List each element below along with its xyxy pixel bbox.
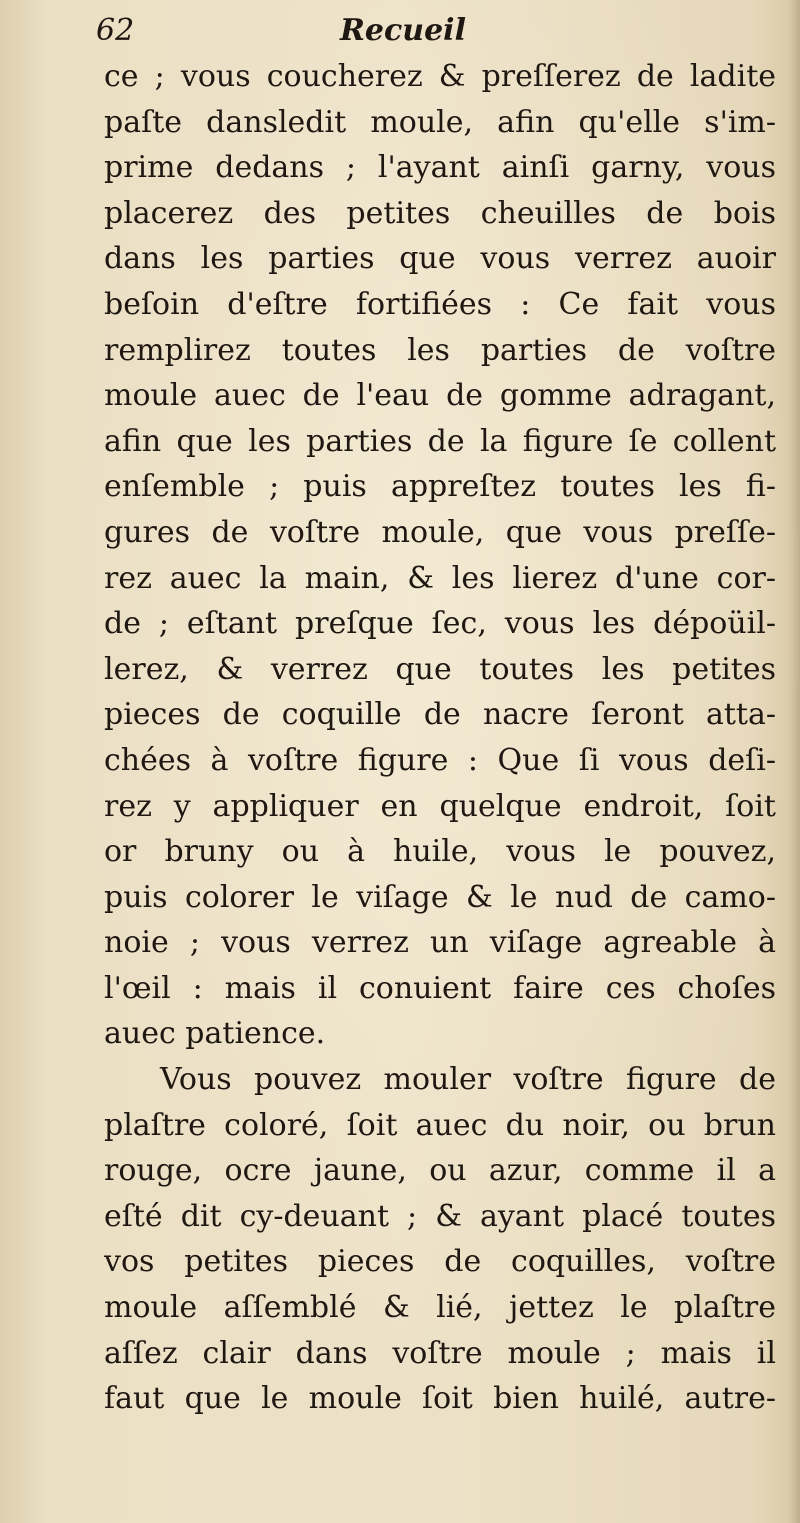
text-line: rouge, ocre jaune, ou azur, comme il a: [104, 1153, 776, 1189]
text-line: rez y appliquer en quelque endroit, ſoit: [104, 788, 776, 824]
body-text: [104, 54, 776, 1422]
text-line: afin que les parties de la figure ſe collent: [104, 423, 776, 459]
text-line: lerez, & verrez que toutes les petites: [104, 651, 776, 687]
text-line: de ; eſtant preſque ſec, vous les dépoüil-: [104, 606, 776, 642]
text-line: noie ; vous verrez un viſage agreable à: [104, 925, 776, 961]
page-number: 62: [96, 13, 135, 48]
page-header: [96, 10, 496, 52]
page-edge-shadow: [788, 0, 800, 1523]
text-line: puis colorer le viſage & le nud de camo-: [104, 879, 776, 915]
text-line: chées à voſtre figure : Que ſi vous deſi-: [104, 742, 776, 778]
text-line: prime dedans ; l'ayant ainſi garny, vous: [104, 150, 776, 186]
text-line: rez auec la main, & les lierez d'une cor-: [104, 560, 776, 596]
text-line: l'œil : mais il conuient faire ces choſes: [104, 970, 776, 1006]
text-line: faut que le moule ſoit bien huilé, autre-: [104, 1381, 776, 1417]
text-line: gures de voſtre moule, que vous preſſe-: [104, 514, 776, 550]
text-line: aſſez clair dans voſtre moule ; mais il: [104, 1335, 776, 1371]
text-line: dans les parties que vous verrez auoir: [104, 241, 776, 277]
paragraph-first-line: Vous pouvez mouler voſtre figure de: [160, 1062, 776, 1098]
text-line: ce ; vous coucherez & preſſerez de ladite: [104, 59, 776, 94]
text-line: enſemble ; puis appreſtez toutes les fi-: [104, 469, 776, 505]
text-line: or bruny ou à huile, vous le pouvez,: [104, 834, 776, 870]
text-line: eſté dit cy-deuant ; & ayant placé toutes: [104, 1198, 776, 1234]
text-line: pieces de coquille de nacre ſeront atta-: [104, 697, 776, 733]
text-line: moule auec de l'eau de gomme adragant,: [104, 378, 776, 414]
text-line: beſoin d'eſtre fortifiées : Ce fait vous: [104, 286, 776, 322]
text-line: vos petites pieces de coquilles, voſtre: [104, 1244, 776, 1280]
text-line: placerez des petites cheuilles de bois: [104, 195, 776, 231]
text-line: remplirez toutes les parties de voſtre: [104, 332, 776, 368]
text-line: plaſtre coloré, ſoit auec du noir, ou brun: [104, 1107, 776, 1143]
text-line: moule aſſemblé & lié, jettez le plaſtre: [104, 1290, 776, 1326]
text-line: paſte dansledit moule, afin qu'elle s'im-: [104, 104, 776, 140]
paragraph-end-line: auec patience.: [104, 1016, 326, 1052]
running-head: Recueil: [340, 13, 466, 48]
